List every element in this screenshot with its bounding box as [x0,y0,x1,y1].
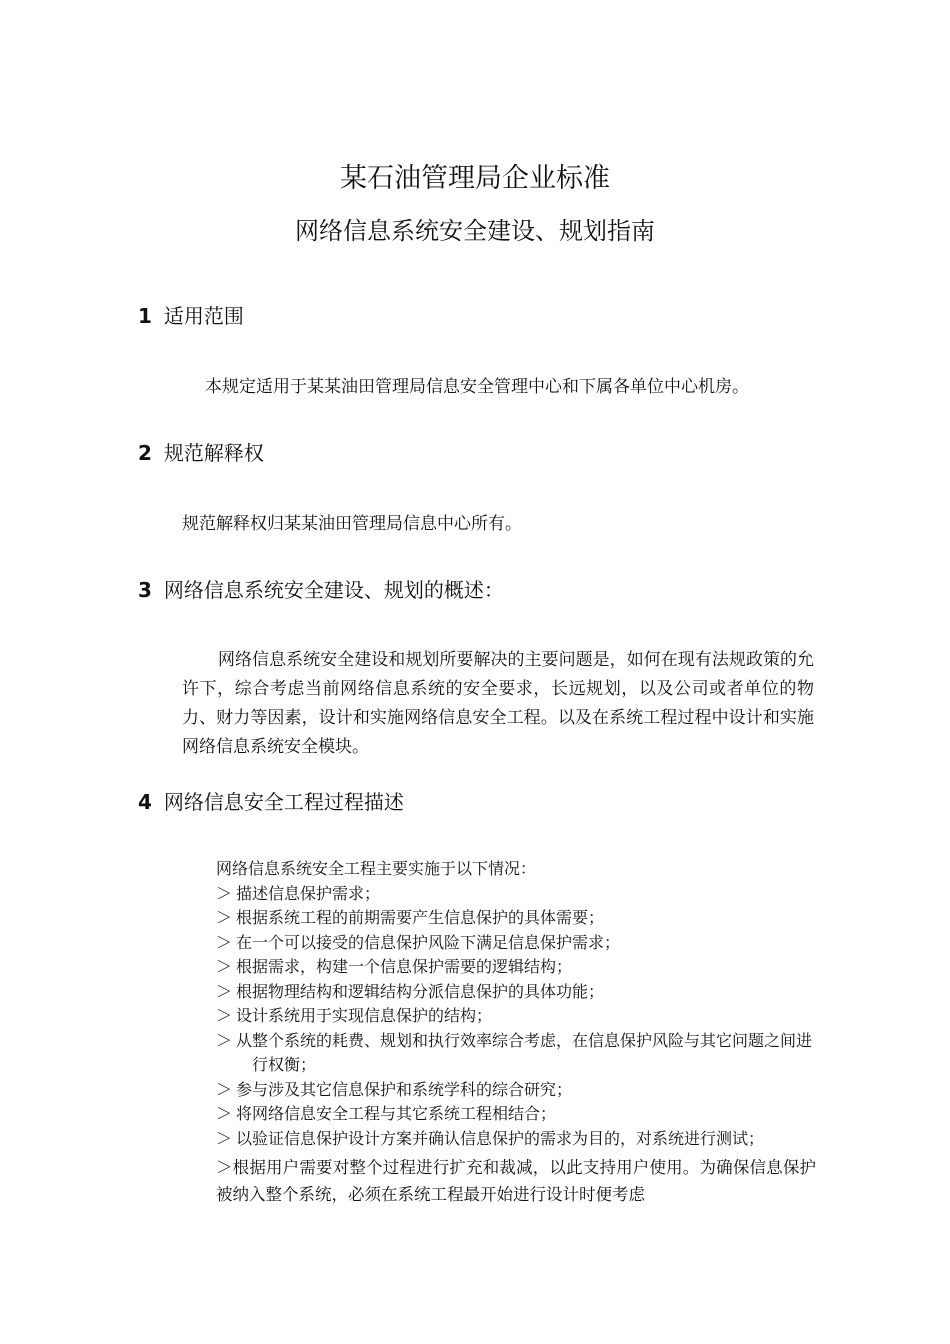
list-item-text: 根据物理结构和逻辑结构分派信息保护的具体功能； [236,981,605,1001]
list-marker: ＞ [216,957,233,976]
list-item-text: 设计系统用于实现信息保护的结构； [236,1006,493,1025]
list-item-text: 在一个可以接受的信息保护风险下满足信息保护需求； [236,932,621,952]
list-item [216,1078,816,1103]
section-number: 3 [138,578,152,602]
section-number: 2 [138,441,152,465]
list-marker: ＞ [216,1006,233,1025]
list-item [216,1004,816,1029]
process-list [216,857,816,1208]
list-item [216,1127,816,1152]
list-item-text: 将网络信息安全工程与其它系统工程相结合； [236,1104,557,1123]
list-item [216,1154,816,1208]
section-body-1: 本规定适用于某某油田管理局信息安全管理中心和下属各单位中心机房。 [205,377,749,397]
section-body-3: 网络信息系统安全建设和规划所要解决的主要问题是，如何在现有法规政策的允许下，综合考虑当前网络信息系统的安全要求，长远规划，以及公司或者单位的物力、财力等因素，设计和实施网络信息安全工程。以及在系统工程过程中设计和实施网络信息系统安全模块。 [182,650,814,757]
list-item-text: 参与涉及其它信息保护和系统学科的综合研究； [236,1079,573,1099]
list-marker: ＞ [216,1079,233,1099]
list-item [216,980,816,1005]
list-item-text: 根据系统工程的前期需要产生信息保护的具体需要； [236,908,605,927]
list-item [216,882,816,907]
document-title: 某石油管理局企业标准 [340,163,610,194]
list-marker: ＞ [216,883,233,903]
section-number: 4 [138,790,152,814]
list-item [216,931,816,956]
list-item [216,906,816,931]
section-heading-1 [138,302,244,330]
list-item [216,955,816,980]
list-item-text: 根据用户需要对整个过程进行扩充和裁减，以此支持用户使用。为确保信息保护被纳入整个系统，必须在系统工程最开始进行设计时便考虑 [216,1158,816,1204]
list-marker: ＞ [216,908,233,927]
list-item [216,1102,816,1127]
list-item-text: 描述信息保护需求； [236,883,381,903]
list-marker: ＞ [216,932,233,952]
section-title: 规范解释权 [163,441,264,465]
section-body-2: 规范解释权归某某油田管理局信息中心所有。 [182,514,522,534]
list-marker: ＞ [216,1104,233,1123]
list-item-text: 以验证信息保护设计方案并确认信息保护的需求为目的，对系统进行测试； [236,1128,765,1148]
list-marker: ＞ [216,1128,233,1148]
list-item-text: 根据需求，构建一个信息保护需要的逻辑结构； [236,957,573,976]
list-item-text: 从整个系统的耗费、规划和执行效率综合考虑，在信息保护风险与其它问题之间进行权衡； [236,1030,813,1074]
list-item [216,1029,816,1078]
list-marker: ＞ [216,1158,233,1177]
section-title: 适用范围 [163,304,244,328]
list-marker: ＞ [216,981,233,1001]
section-title: 网络信息系统安全建设、规划的概述： [163,578,504,602]
section-heading-2 [138,439,264,467]
section-title: 网络信息安全工程过程描述 [163,790,404,814]
list-marker: ＞ [216,1030,233,1050]
document-subtitle: 网络信息系统安全建设、规划指南 [295,217,655,245]
list-intro: 网络信息系统安全工程主要实施于以下情况： [216,859,537,878]
section-number: 1 [138,304,152,328]
section-heading-4 [138,788,404,816]
section-heading-3 [138,576,504,604]
